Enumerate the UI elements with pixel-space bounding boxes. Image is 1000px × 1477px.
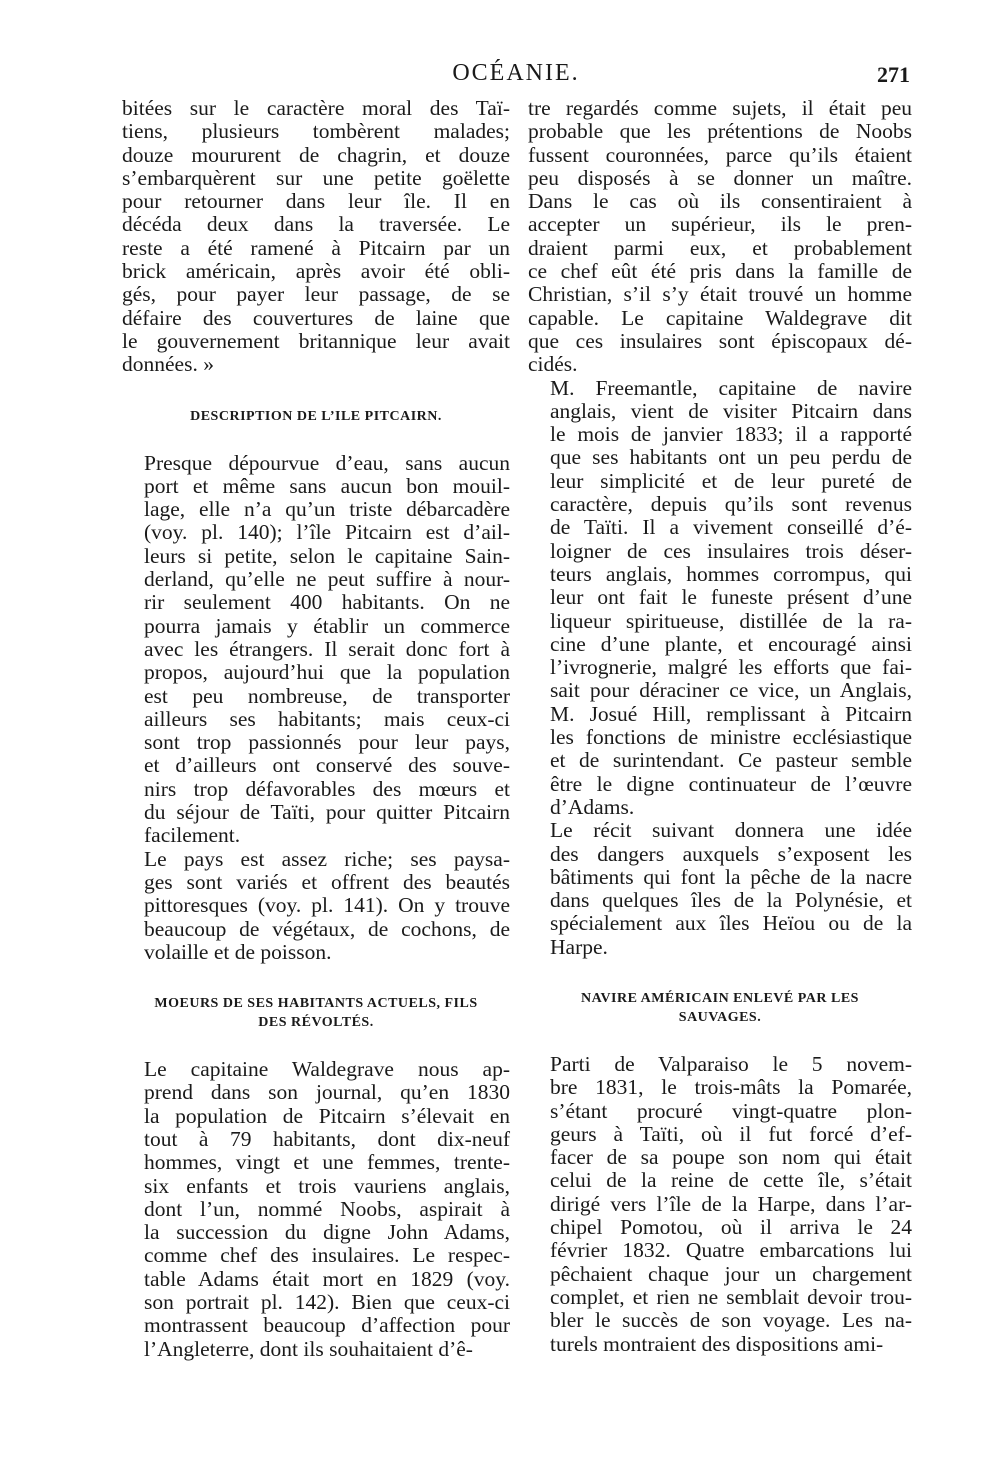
text-line: bre 1831, le trois-mâts la Pomarée, xyxy=(550,1075,912,1100)
text-line: prend dans son journal, qu’en 1830 xyxy=(144,1080,510,1105)
section-heading-moeurs xyxy=(122,994,510,1032)
text-line: facer de sa poupe son nom qui était xyxy=(550,1145,912,1170)
section-heading-navire xyxy=(528,989,912,1027)
text-line: rir seulement 400 habitants. On ne xyxy=(144,590,510,615)
text-line: l’Angleterre, dont ils souhaitaient d’ê- xyxy=(144,1336,473,1361)
text-line: défaire des couvertures de laine que xyxy=(122,305,510,330)
text-line: bitées sur le caractère moral des Taï- xyxy=(122,96,510,120)
text-line: avec les étrangers. Il serait donc fort à xyxy=(144,636,510,661)
text-line: fussent couronnées, parce qu’ils étaient xyxy=(528,142,912,167)
running-head xyxy=(122,60,910,90)
text-line: dirigé vers l’île de la Harpe, dans l’ar- xyxy=(550,1191,912,1216)
text-line: table Adams était mort en 1829 (voy. xyxy=(144,1266,510,1291)
text-line: brick américain, après avoir été obli- xyxy=(122,259,510,284)
text-line: Presque dépourvue d’eau, sans aucun xyxy=(144,450,510,475)
text-line: accepter un supérieur, ils le pren- xyxy=(528,212,912,237)
text-line: données. » xyxy=(122,352,214,377)
text-line: Dans le cas où ils consentiraient à xyxy=(528,189,912,214)
paragraph xyxy=(528,819,912,959)
text-line: ce chef eût été pris dans la famille de xyxy=(528,259,912,284)
text-line: d’Adams. xyxy=(550,794,635,819)
text-line: le gouvernement britannique leur avait xyxy=(122,328,510,353)
text-line: capable. Le capitaine Waldegrave dit xyxy=(528,305,912,330)
text-line: pour retourner dans leur île. Il en xyxy=(122,189,510,214)
text-line: Le récit suivant donnera une idée xyxy=(550,818,912,843)
text-line: l’ivrognerie, malgré les efforts que fai- xyxy=(550,655,912,680)
text-line: tiens, plusieurs tombèrent malades; xyxy=(122,119,510,144)
text-line: cidés. xyxy=(528,352,578,377)
text-line: ges sont variés et offrent des beautés xyxy=(144,869,510,894)
text-line: liqueur spiritueuse, distillée de la ra- xyxy=(550,608,912,633)
text-line: tout à 79 habitants, dont dix-neuf xyxy=(144,1126,510,1151)
text-line: NAVIRE AMÉRICAIN ENLEVÉ PAR LES xyxy=(581,990,859,1006)
text-line: des dangers auxquels s’exposent les xyxy=(550,841,912,866)
text-line: pêchaient chaque jour un chargement xyxy=(550,1261,912,1286)
text-line: hommes, vingt et une femmes, trente- xyxy=(144,1150,510,1175)
text-line: et d’ailleurs ont conservé des souve- xyxy=(144,753,510,778)
text-line: s’embarquèrent sur une petite goëlette xyxy=(122,165,510,190)
text-line: draient parmi eux, et probablement xyxy=(528,235,912,260)
text-line: Le pays est assez riche; ses paysa- xyxy=(144,846,510,871)
text-line: chipel Pomotou, où il arriva le 24 xyxy=(550,1215,912,1240)
text-line: pittoresques (voy. pl. 141). On y trouve xyxy=(144,893,510,918)
text-line: son portrait pl. 142). Bien que ceux-ci xyxy=(144,1290,510,1315)
text-line: turels montraient des dispositions ami- xyxy=(550,1331,884,1356)
text-line: dont l’un, nommé Noobs, aspirait à xyxy=(144,1196,510,1221)
text-line: est peu nombreuse, de transporter xyxy=(144,683,510,708)
text-line: la population de Pitcairn s’élevait en xyxy=(144,1103,510,1128)
paragraph-continued xyxy=(528,97,912,377)
text-line: derland, qu’elle ne peut suffire à nour- xyxy=(144,567,510,592)
text-line: DESCRIPTION DE L’ILE PITCAIRN. xyxy=(190,408,442,424)
text-line: DES RÉVOLTÉS. xyxy=(258,1015,374,1031)
page-number: 271 xyxy=(877,62,910,87)
text-line: bâtiments qui font la pêche de la nacre xyxy=(550,864,912,889)
text-line: M. Freemantle, capitaine de navire xyxy=(550,375,912,400)
text-line: celui de la reine de cette île, s’était xyxy=(550,1168,912,1193)
text-line: spécialement aux îles Heïou ou de la xyxy=(550,911,912,936)
text-line: février 1832. Quatre embarcations lui xyxy=(550,1238,912,1263)
text-line: cine d’une plante, et encouragé ainsi xyxy=(550,631,912,656)
text-line: Parti de Valparaiso le 5 novem- xyxy=(550,1051,912,1076)
paragraph xyxy=(122,452,510,848)
text-line: M. Josué Hill, remplissant à Pitcairn xyxy=(550,701,912,726)
text-line: les fonctions de ministre ecclésiastique xyxy=(550,725,912,750)
text-line: que ces insulaires sont épiscopaux dé- xyxy=(528,328,912,353)
text-line: du séjour de Taïti, pour quitter Pitcairn xyxy=(144,800,510,825)
text-line: port et même sans aucun bon mouil- xyxy=(144,473,510,498)
left-column xyxy=(122,97,510,1361)
text-line: facilement. xyxy=(144,823,241,848)
text-line: décéda deux dans la traversée. Le xyxy=(122,212,510,237)
text-line: lage, elle n’a qu’un triste débarcadère xyxy=(144,497,510,522)
text-line: sont trop passionnés pour leur pays, xyxy=(144,730,510,755)
text-line: leur ont fait le funeste présent d’une xyxy=(550,585,912,610)
text-line: propos, aujourd’hui que la population xyxy=(144,660,510,685)
text-line: montrassent beaucoup d’affection pour xyxy=(144,1313,510,1338)
text-line: de Taïti. Il a vivement conseillé d’é- xyxy=(550,515,912,540)
running-title: OCÉANIE. xyxy=(452,60,580,86)
text-line: loigner de ces insulaires trois déser- xyxy=(550,538,912,563)
text-line: la succession du digne John Adams, xyxy=(144,1220,510,1245)
text-line: ailleurs ses habitants; mais ceux-ci xyxy=(144,706,510,731)
text-line: leur simplicité et de leur pureté de xyxy=(550,468,912,493)
right-column xyxy=(528,97,912,1356)
text-line: complet, et rien ne semblait devoir trou- xyxy=(550,1284,912,1309)
text-line: s’étant procuré vingt-quatre plon- xyxy=(550,1098,912,1123)
text-line: douze moururent de chagrin, et douze xyxy=(122,142,510,167)
text-line: et de surintendant. Ce pasteur semble xyxy=(550,748,912,773)
text-line: leurs si petite, selon le capitaine Sain- xyxy=(144,543,510,568)
text-line: MOEURS DE SES HABITANTS ACTUELS, FILS xyxy=(154,996,478,1012)
text-line: comme chef des insulaires. Le respec- xyxy=(144,1243,510,1268)
text-line: reste a été ramené à Pitcairn par un xyxy=(122,235,510,260)
text-line: dans quelques îles de la Polynésie, et xyxy=(550,888,912,913)
text-line: tre regardés comme sujets, il était peu xyxy=(528,96,912,120)
text-line: être le digne continuateur de l’œuvre xyxy=(550,771,912,796)
text-line: gés, pour payer leur passage, de se xyxy=(122,282,510,307)
paragraph xyxy=(528,377,912,820)
text-line: volaille et de poisson. xyxy=(144,939,332,964)
text-line: Le capitaine Waldegrave nous ap- xyxy=(144,1057,510,1082)
text-line: que ses habitants ont un peu perdu de xyxy=(550,445,912,470)
text-line: le mois de janvier 1833; il a rapporté xyxy=(550,422,912,447)
paragraph xyxy=(528,1053,912,1356)
text-line: SAUVAGES. xyxy=(678,1009,762,1025)
text-line: pourra jamais y établir un commerce xyxy=(144,613,510,638)
section-heading-description xyxy=(122,407,510,426)
text-line: Harpe. xyxy=(550,934,608,959)
paragraph xyxy=(122,848,510,964)
text-line: anglais, vient de visiter Pitcairn dans xyxy=(550,398,912,423)
text-line: six enfants et trois vauriens anglais, xyxy=(144,1173,510,1198)
text-line: beaucoup de végétaux, de cochons, de xyxy=(144,916,510,941)
text-line: peu disposés à se donner un maître. xyxy=(528,165,912,190)
text-line: caractère, depuis qu’ils sont revenus xyxy=(550,492,912,517)
text-line: nirs trop défavorables des mœurs et xyxy=(144,776,510,801)
text-line: sait pour déraciner ce vice, un Anglais, xyxy=(550,678,912,703)
text-line: (voy. pl. 140); l’île Pitcairn est d’ail- xyxy=(144,520,510,545)
text-line: Christian, s’il s’y était trouvé un homme xyxy=(528,282,912,307)
paragraph-continued xyxy=(122,97,510,377)
text-line: bler le succès de son voyage. Les na- xyxy=(550,1308,912,1333)
paragraph xyxy=(122,1058,510,1361)
text-line: teurs anglais, hommes corrompus, qui xyxy=(550,561,912,586)
text-line: probable que les prétentions de Noobs xyxy=(528,119,912,144)
text-line: geurs à Taïti, où il fut forcé d’ef- xyxy=(550,1121,912,1146)
